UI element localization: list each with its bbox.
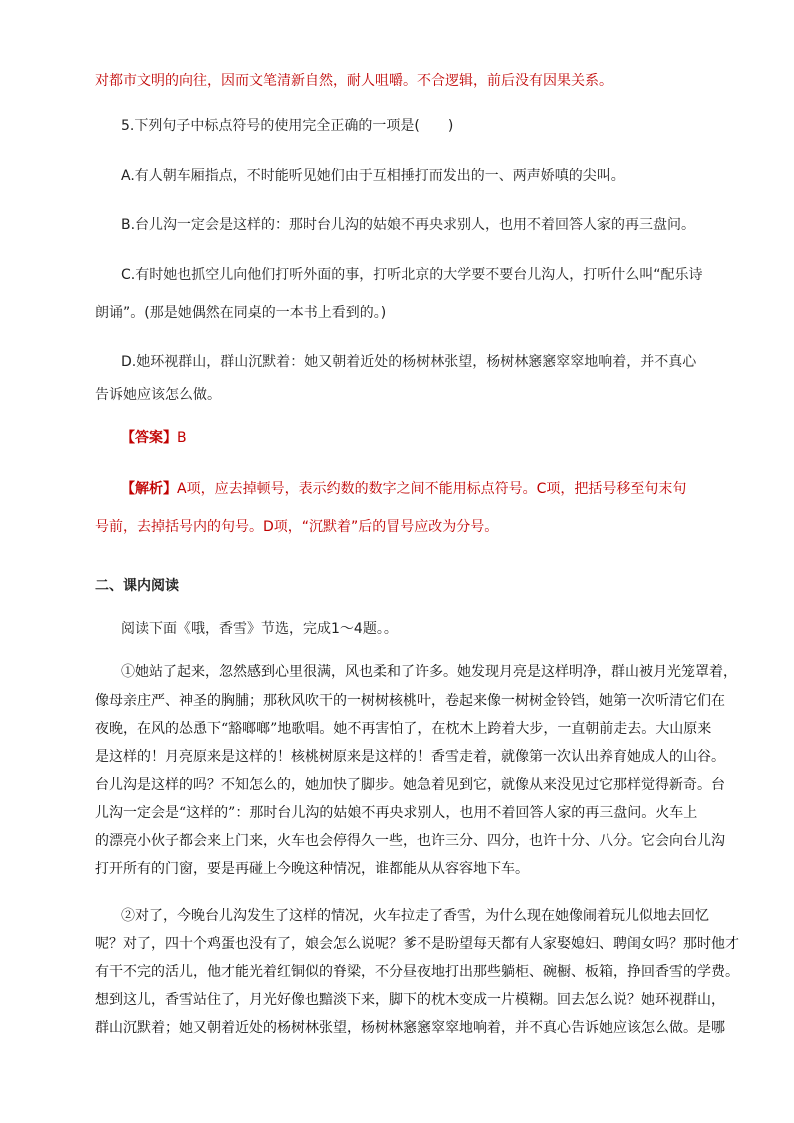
passage-line: 是这样的！月亮原来是这样的！核桃树原来是这样的！香雪走着，就像第一次认出养育她成人的山谷。 xyxy=(95,749,725,765)
option-a: A.有人朝车厢指点，不时能听见她们由于互相捶打而发出的一、两声娇嗔的尖叫。 xyxy=(121,168,625,184)
passage-line: ①她站了起来，忽然感到心里很满，风也柔和了许多。她发现月亮是这样明净，群山被月光笼罩着， xyxy=(121,664,737,680)
question-5-stem: 5.下列句子中标点符号的使用完全正确的一项是( ) xyxy=(121,118,454,134)
analysis-line-2: 号前，去掉括号内的句号。D项，“沉默着”后的冒号应改为分号。 xyxy=(95,519,499,535)
option-b: B.台儿沟一定会是这样的：那时台儿沟的姑娘不再央求别人，也用不着回答人家的再三盘问。 xyxy=(121,217,696,233)
answer-row xyxy=(121,427,187,449)
answer-value: B xyxy=(177,430,187,446)
passage-line: 想到这儿，香雪站住了，月光好像也黯淡下来，脚下的枕木变成一片模糊。回去怎么说？她环视群山， xyxy=(95,992,725,1008)
passage-line: ②对了，今晚台儿沟发生了这样的情况，火车拉走了香雪，为什么现在她像闹着玩儿似地去回忆 xyxy=(121,908,709,924)
passage-line: 的漂亮小伙子都会来上门来，火车也会停得久一些，也许三分、四分，也许十分、八分。它会向台儿沟 xyxy=(95,833,725,849)
option-d-line-1: D.她环视群山，群山沉默着：她又朝着近处的杨树林张望，杨树林窸窸窣窣地响着，并不真心 xyxy=(121,354,697,370)
passage-line: 呢？对了，四十个鸡蛋也没有了，娘会怎么说呢？爹不是盼望每天都有人家娶媳妇、聘闺女吗？那时他才 xyxy=(95,936,739,952)
passage-line: 台儿沟是这样的吗？不知怎么的，她加快了脚步。她急着见到它，就像从来没见过它那样觉得新奇。台 xyxy=(95,777,725,793)
analysis-continuation: 对都市文明的向往，因而文笔清新自然，耐人咀嚼。不合逻辑，前后没有因果关系。 xyxy=(95,73,613,89)
passage-line: 群山沉默着；她又朝着近处的杨树林张望，杨树林窸窸窣窣地响着，并不真心告诉她应该怎么做。是哪 xyxy=(95,1020,725,1036)
answer-label: 【答案】 xyxy=(121,430,177,446)
analysis-label: 【解析】 xyxy=(121,481,177,497)
passage-line: 像母亲庄严、神圣的胸脯；那秋风吹干的一树树核桃叶，卷起来像一树树金铃铛，她第一次听清它们在 xyxy=(95,693,725,709)
passage-line: 夜晚，在风的怂恿下“豁啷啷”地歌唱。她不再害怕了，在枕木上跨着大步，一直朝前走去。大山原来 xyxy=(95,721,712,737)
option-c-line-1: C.有时她也抓空儿向他们打听外面的事，打听北京的大学要不要台儿沟人，打听什么叫“配乐诗 xyxy=(121,267,703,283)
passage-line: 有干不完的活儿，他才能光着红铜似的脊梁，不分昼夜地打出那些躺柜、碗橱、板箱，挣回香雪的学费。 xyxy=(95,964,739,980)
option-c-line-2: 朗诵”。(那是她偶然在同桌的一本书上看到的。) xyxy=(95,305,387,321)
option-d-line-2: 告诉她应该怎么做。 xyxy=(95,387,221,403)
passage-line: 儿沟一定会是“这样的”：那时台儿沟的姑娘不再央求别人，也用不着回答人家的再三盘问。火车上 xyxy=(95,805,698,821)
passage-line: 打开所有的门窗，要是再碰上今晚这种情况，谁都能从从容容地下车。 xyxy=(95,861,529,877)
analysis-line-1 xyxy=(121,478,686,500)
analysis-text-1: A项，应去掉顿号，表示约数的数字之间不能用标点符号。C项，把括号移至句末句 xyxy=(177,481,687,497)
reading-instructions: 阅读下面《哦，香雪》节选，完成1～4题。。 xyxy=(121,621,398,637)
section-title: 二、课内阅读 xyxy=(95,578,179,594)
